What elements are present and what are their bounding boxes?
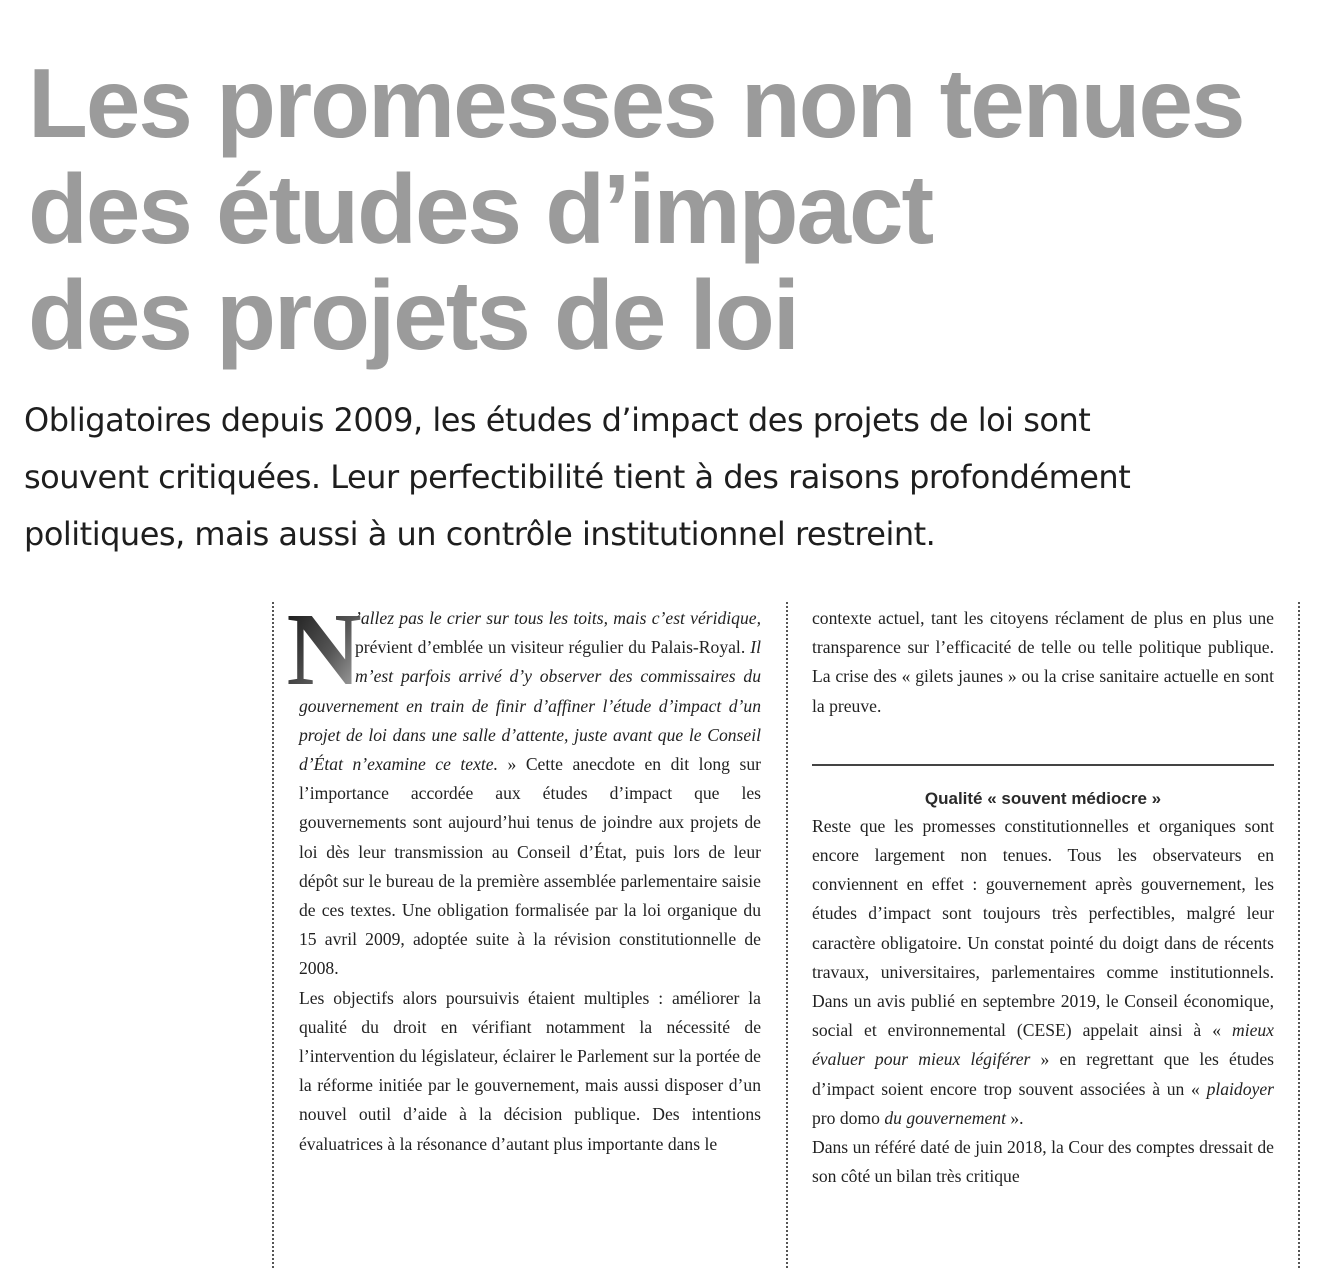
left-column-divider — [272, 602, 274, 1268]
text: Reste que les promesses constitutionnelles et organiques sont encore largement non tenues. Tous les observateurs en conviennent en effet : gouvernement après gouvernement, les études d’impact sont toujours très perfectibles, malgré leur caractère obligatoire. Un constat pointé du doigt dans de récents travaux, universitaires, parlementaires comme institutionnels. Dans un avis publié en septembre 2019, le Conseil économique, social et environnemental (CESE) appelait ainsi à « — [812, 815, 1274, 1041]
standfirst-line-3: politiques, mais aussi à un contrôle institutionnel restreint. — [24, 515, 936, 553]
standfirst-line-1: Obligatoires depuis 2009, les études d’impact des projets de loi sont — [24, 401, 1091, 439]
section-rule — [812, 764, 1274, 766]
headline-line-2: des études d’impact — [28, 154, 933, 264]
headline-line-3: des projets de loi — [28, 260, 798, 370]
paragraph: Dans un référé daté de juin 2018, la Cour des comptes dressait de son côté un bilan très critique — [812, 1137, 1274, 1187]
text: pro domo — [812, 1107, 885, 1128]
quote: plaidoyer — [1206, 1078, 1274, 1099]
paragraph — [286, 592, 761, 984]
drop-cap-glyph — [286, 592, 362, 707]
headline-line-1: Les promesses non tenues — [28, 48, 1244, 158]
standfirst-line-2: souvent critiquées. Leur perfectibilité tient à des raisons profondément — [24, 458, 1131, 496]
text: ». — [1005, 1107, 1024, 1128]
section-subheading: Qualité « souvent médiocre » — [924, 788, 1162, 808]
headline — [28, 50, 1308, 368]
right-column-divider — [1298, 602, 1300, 1268]
article-column-2 — [812, 604, 1274, 1191]
drop-cap — [286, 592, 362, 707]
text: prévient d’emblée un visiteur régulier du Palais-Royal. — [355, 637, 751, 658]
text: » en regrettant que les études d’impact soient encore trop souvent associées à un « — [812, 1049, 1274, 1099]
article-column-1 — [286, 592, 761, 1159]
paragraph — [812, 812, 1274, 1133]
quote: ’allez pas le crier sur tous les toits, mais c’est véridique, — [355, 608, 761, 628]
quote: Il m’est parfois arrivé d’y observer des commissaires du gouvernement en train de finir d’affiner l’étude d’impact d’un projet de loi dans une salle d’attente, juste avant que le Conseil d’État n’examine ce texte. — [299, 637, 761, 775]
paragraph: Les objectifs alors poursuivis étaient multiples : améliorer la qualité du droit en vérifiant notamment la nécessité de l’intervention du législateur, éclairer le Parlement sur la portée de la réforme initiée par le gouvernement, mais aussi disposer d’un nouvel outil d’aide à la décision publique. Des intentions évaluatrices à la résonance d’autant plus importante dans le — [299, 987, 761, 1154]
quote: mieux évaluer pour mieux légiférer — [812, 1020, 1274, 1070]
paragraph: contexte actuel, tant les citoyens réclament de plus en plus une transparence sur l’efficacité de telle ou telle politique publique. La crise des « gilets jaunes » ou la crise sanitaire actuelle en sont la preuve. — [812, 608, 1274, 716]
svg-text:N: N — [286, 592, 362, 707]
standfirst — [24, 392, 1314, 563]
quote: du gouvernement — [884, 1107, 1006, 1128]
middle-column-divider — [786, 602, 788, 1268]
text: » Cette anecdote en dit long sur l’importance accordée aux études d’impact que les gouvernements sont aujourd’hui tenus de joindre aux projets de loi dès leur transmission au Conseil d’État, puis lors de leur dépôt sur le bureau de la première assemblée parlementaire saisie de ces textes. Une obligation formalisée par la loi organique du 15 avril 2009, adoptée suite à la révision constitutionnelle de 2008. — [299, 754, 761, 979]
